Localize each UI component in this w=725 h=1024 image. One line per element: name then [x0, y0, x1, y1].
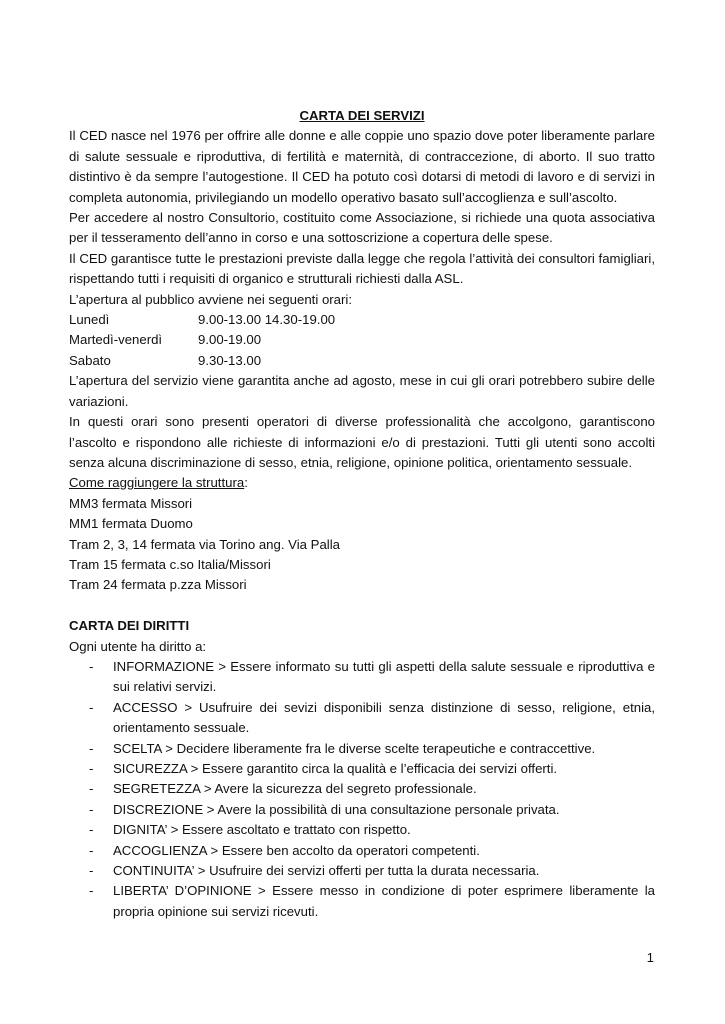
- directions-item: Tram 2, 3, 14 fermata via Torino ang. Via Palla: [69, 536, 340, 552]
- rights-item-text: CONTINUITA’ > Usufruire dei servizi offerti per tutta la durata necessaria.: [113, 863, 540, 879]
- hours-day: Sabato: [69, 352, 111, 368]
- directions-item: Tram 15 fermata c.so Italia/Missori: [69, 556, 271, 572]
- directions-heading: Come raggiungere la struttura: [69, 475, 245, 491]
- hours-row: [69, 351, 655, 371]
- rights-item-text: SEGRETEZZA > Avere la sicurezza del segreto professionale.: [113, 781, 477, 797]
- directions-list: [69, 494, 655, 596]
- bullet-dash: -: [89, 781, 94, 797]
- hours-day: Lunedì: [69, 312, 110, 328]
- intro-paragraph: Il CED nasce nel 1976 per offrire alle donne e alle coppie uno spazio dove poter liberamente parlare di salute sessuale e riproduttiva, di fertilità e maternità, di contraccezione, di aborto. Il suo tratto distintivo è da sempre l’autogestione. Il CED ha potuto così dotarsi di metodi di lavoro e di servizi in completa autonomia, privilegiando un modello operativo basato sull’accoglienza e sull’ascolto.: [69, 128, 655, 205]
- rights-list-item: [69, 881, 655, 922]
- directions-item: Tram 24 fermata p.zza Missori: [69, 577, 247, 593]
- bullet-dash: -: [89, 842, 94, 858]
- rights-list: [69, 657, 655, 922]
- rights-item-text: DISCREZIONE > Avere la possibilità di una consultazione personale privata.: [113, 801, 560, 817]
- directions-heading-colon: :: [244, 475, 248, 491]
- rights-item-text: DIGNITA’ > Essere ascoltato e trattato con rispetto.: [113, 822, 411, 838]
- directions-item: MM3 fermata Missori: [69, 495, 193, 511]
- directions-heading-line: [69, 473, 655, 493]
- rights-item-text: LIBERTA’ D’OPINIONE > Essere messo in condizione di poter esprimere liberamente la propria opinione sui servizi ricevuti.: [113, 883, 655, 919]
- hours-time: 9.00-13.00 14.30-19.00: [198, 312, 336, 328]
- rights-list-item: [69, 861, 655, 881]
- rights-item-text: SCELTA > Decidere liberamente fra le diverse scelte terapeutiche e contraccettive.: [113, 740, 596, 756]
- hours-row: [69, 310, 655, 330]
- rights-list-item: [69, 800, 655, 820]
- opening-hours-table: [69, 310, 655, 371]
- bullet-dash: -: [89, 699, 94, 715]
- bullet-dash: -: [89, 822, 94, 838]
- bullet-dash: -: [89, 883, 94, 899]
- rights-item-text: ACCOGLIENZA > Essere ben accolto da operatori competenti.: [113, 842, 480, 858]
- august-opening-paragraph: L’apertura del servizio viene garantita anche ad agosto, mese in cui gli orari potrebbero subire delle variazioni.: [69, 373, 655, 409]
- intro-paragraph: Per accedere al nostro Consultorio, costituito come Associazione, si richiede una quota associativa per il tesseramento dell’anno in corso e una sottoscrizione a copertura delle spese.: [69, 210, 655, 246]
- bullet-dash: -: [89, 760, 94, 776]
- section-spacer: [69, 596, 655, 616]
- rights-item-text: INFORMAZIONE > Essere informato su tutti gli aspetti della salute sessuale e riproduttiva e sui relativi servizi.: [113, 658, 655, 695]
- intro-paragraph: Il CED garantisce tutte le prestazioni previste dalla legge che regola l’attività dei consultori famigliari, rispettando tutti i requisiti di organico e strutturali richiesti dalla ASL.: [69, 250, 655, 287]
- document-body: [69, 106, 655, 922]
- rights-intro: Ogni utente ha diritto a:: [69, 638, 207, 654]
- rights-list-item: [69, 657, 655, 698]
- bullet-dash: -: [89, 740, 94, 756]
- rights-list-item: [69, 820, 655, 840]
- opening-hours-intro: L’apertura al pubblico avviene nei seguenti orari:: [69, 291, 352, 307]
- hours-time: 9.00-19.00: [198, 332, 262, 348]
- rights-item-text: SICUREZZA > Essere garantito circa la qualità e l’efficacia dei servizi offerti.: [113, 760, 558, 776]
- bullet-dash: -: [89, 801, 94, 817]
- document-title: CARTA DEI SERVIZI: [299, 108, 425, 123]
- directions-item: MM1 fermata Duomo: [69, 516, 193, 532]
- rights-list-item: [69, 759, 655, 779]
- rights-list-item: [69, 779, 655, 799]
- hours-row: [69, 330, 655, 350]
- rights-heading: CARTA DEI DIRITTI: [69, 618, 190, 634]
- bullet-dash: -: [89, 658, 94, 674]
- rights-list-item: [69, 841, 655, 861]
- staff-paragraph: In questi orari sono presenti operatori di diverse professionalità che accolgono, garantiscono l’ascolto e rispondono alle richieste di informazioni e/o di prestazioni. Tutti gli utenti sono accolti senza alcuna discriminazione di sesso, etnia, religione, opinione politica, orientamento sessuale.: [69, 414, 655, 470]
- rights-list-item: [69, 698, 655, 739]
- rights-item-text: ACCESSO > Usufruire dei sevizi disponibili senza distinzione di sesso, religione, etnia, orientamento sessuale.: [113, 699, 655, 736]
- rights-list-item: [69, 739, 655, 759]
- page-number: 1: [646, 950, 654, 965]
- hours-day: Martedì-venerdì: [69, 332, 163, 348]
- bullet-dash: -: [89, 863, 94, 879]
- hours-time: 9.30-13.00: [198, 352, 262, 368]
